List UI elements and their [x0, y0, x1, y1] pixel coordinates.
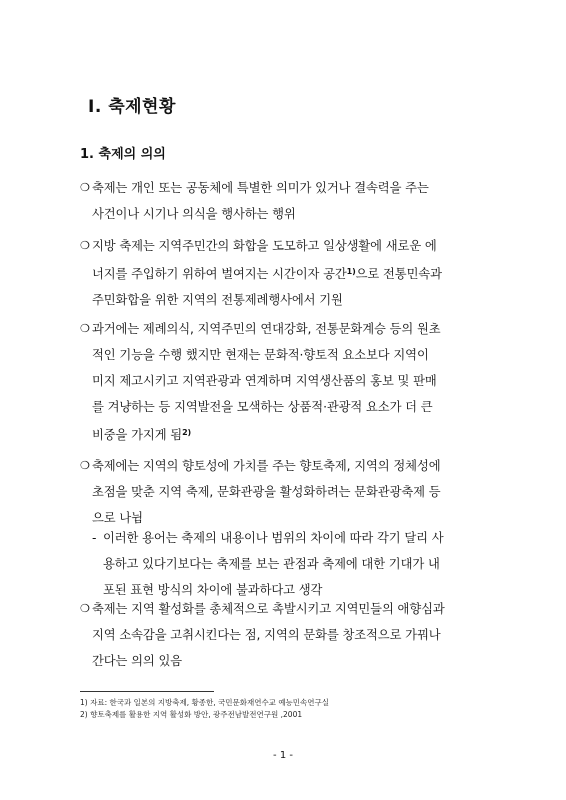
dash-sub-item: [92, 525, 484, 603]
text-line: 용하고 있다기보다는 축제를 보는 관점과 축제에 대한 기대가 내: [103, 557, 440, 571]
text-segment: 비중을 가지게 됨: [92, 428, 183, 442]
text-line: 주민화합을 위한 지역의 전통제례행사에서 기원: [92, 293, 343, 307]
circle-bullet-icon: ❍: [80, 239, 90, 252]
bullet-text: [92, 233, 480, 313]
sub-item-text: [103, 525, 484, 603]
text-line: 사건이나 시기나 의식을 행사하는 행위: [92, 207, 296, 221]
text-line: 이러한 용어는 축제의 내용이나 범위의 차이에 따라 각기 달리 사: [103, 531, 444, 545]
text-line: 를 겨냥하는 등 지역발전을 모색하는 상품적·관광적 요소가 더 큰: [92, 400, 433, 414]
section-title: 1. 축제의 의의: [80, 147, 166, 162]
bullet-text: [92, 596, 480, 674]
text-line: 지방 축제는 지역주민간의 화합을 도모하고 일상생활에 새로운 에: [92, 239, 437, 253]
bullet-text: [92, 175, 480, 227]
footnote-1: 1) 자료: 한국과 일본의 지방축제, 황종한, 국민문화재연수교 예능민속연구실: [80, 698, 330, 707]
text-line: 지역 소속감을 고취시킨다는 점, 지역의 문화를 창조적으로 가꿔나: [92, 628, 441, 642]
text-segment: 너지를 주입하기 위하여 벌여지는 시간이자 공간: [92, 267, 347, 281]
text-line: 으로 나뉨: [92, 511, 143, 525]
circle-bullet-icon: ❍: [80, 602, 90, 615]
text-line: 축제는 지역 활성화를 총체적으로 촉발시키고 지역민들의 애향심과: [92, 602, 445, 616]
bullet-item: [80, 316, 480, 448]
page-number: - 1 -: [273, 750, 293, 761]
footnote-reference: 1): [346, 267, 356, 276]
text-line: 초점을 맞춘 지역 축제, 문화관광을 활성화하려는 문화관광축제 등: [92, 485, 441, 499]
text-line: 포된 표현 방식의 차이에 불과하다고 생각: [103, 583, 323, 597]
text-line: [92, 420, 480, 448]
dash-bullet-icon: -: [92, 531, 97, 545]
text-line: 축제는 개인 또는 공동체에 특별한 의미가 있거나 결속력을 주는: [92, 181, 429, 195]
bullet-item: [80, 233, 480, 313]
bullet-item: [80, 175, 480, 227]
bullet-text: [92, 316, 480, 448]
footnotes: [80, 697, 329, 721]
text-line: 간다는 의의 있음: [92, 654, 183, 668]
bullet-text: [92, 453, 480, 531]
footnote-reference: 2): [182, 428, 192, 437]
text-line: 축제에는 지역의 향토성에 가치를 주는 향토축제, 지역의 정체성에: [92, 459, 441, 473]
text-segment: 으로 전통민속과: [355, 267, 442, 281]
footnote-divider: [80, 691, 214, 692]
circle-bullet-icon: ❍: [80, 322, 90, 335]
bullet-item: [80, 596, 480, 674]
bullet-item: [80, 453, 480, 531]
circle-bullet-icon: ❍: [80, 459, 90, 472]
text-line: 미지 제고시키고 지역관광과 연계하며 지역생산품의 홍보 및 판매: [92, 374, 437, 388]
chapter-title: Ⅰ. 축제현황: [88, 97, 176, 117]
text-line: [92, 259, 480, 287]
circle-bullet-icon: ❍: [80, 181, 90, 194]
text-line: 과거에는 제례의식, 지역주민의 연대강화, 전통문화계승 등의 원초: [92, 322, 441, 336]
text-line: 적인 기능을 수행 했지만 현재는 문화적·향토적 요소보다 지역이: [92, 348, 429, 362]
footnote-2: 2) 향토축제를 활용한 지역 활성화 방안, 광주전남발전연구원 ,2001: [80, 710, 303, 719]
